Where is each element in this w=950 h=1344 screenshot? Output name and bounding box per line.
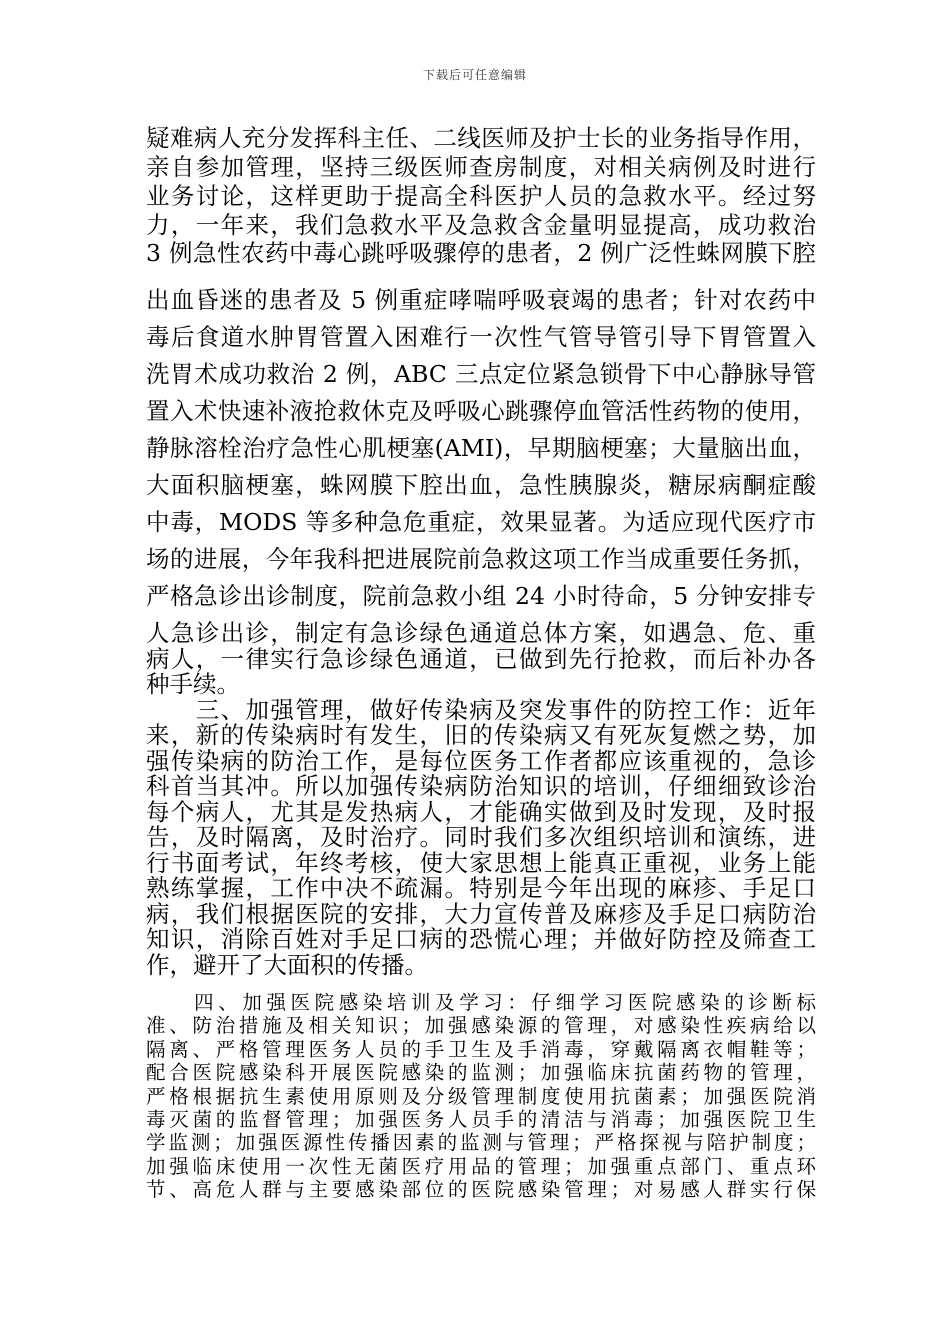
text-line: 作，避开了大面积的传播。	[146, 952, 428, 978]
text-line: 人急诊出诊，制定有急诊绿色通道总体方案，如遇急、危、重	[146, 621, 816, 647]
text-line: 置入术快速补液抢救休克及呼吸心跳骤停血管活性药物的使用，	[146, 397, 816, 425]
text-line: 配合医院感染科开展医院感染的监测；加强临床抗菌药物的管理，	[146, 1061, 816, 1085]
paragraph-block-4	[146, 991, 816, 1202]
text-line: 洗胃术成功救治 2 例，ABC 三点定位紧急锁骨下中心静脉导管	[146, 360, 816, 388]
text-line: 疑难病人充分发挥科主任、二线医师及护士长的业务指导作用，	[146, 124, 816, 152]
paragraph-block-1b	[146, 235, 816, 272]
page-header: 下载后可任意编辑	[422, 68, 527, 82]
text-line: 毒后食道水肿胃管置入困难行一次性气管导管引导下胃管置入	[146, 323, 816, 351]
text-line: 场的进展，今年我科把进展院前急救这项工作当成重要任务抓，	[146, 545, 816, 573]
text-line: 行书面考试，年终考核，使大家思想上能真正重视，业务上能	[146, 850, 816, 876]
text-line: 业务讨论，这样更助于提高全科医护人员的急救水平。经过努	[146, 182, 816, 210]
text-line: 出血昏迷的患者及 5 例重症哮喘呼吸衰竭的患者；针对农药中	[146, 286, 816, 314]
text-line: 严格急诊出诊制度，院前急救小组 24 小时待命，5 分钟安排专	[146, 582, 816, 610]
text-line: 亲自参加管理，坚持三级医师查房制度，对相关病例及时进行	[146, 153, 816, 181]
paragraph-block-1	[146, 124, 816, 240]
text-line: 病，我们根据医院的安排，大力宣传普及麻疹及手足口病防治	[146, 901, 816, 927]
text-line: 节、高危人群与主要感染部位的医院感染管理；对易感人群实行保	[146, 1178, 816, 1202]
text-line: 知识，消除百姓对手足口病的恐慌心理；并做好防控及筛查工	[146, 927, 816, 953]
text-line: 种手续。	[146, 672, 240, 698]
text-line: 学监测；加强医源性传播因素的监测与管理；严格探视与陪护制度；	[146, 1131, 816, 1155]
text-line: 准、防治措施及相关知识；加强感染源的管理，对感染性疾病给以	[146, 1014, 816, 1038]
text-line: 加强临床使用一次性无菌医疗用品的管理；加强重点部门、重点环	[146, 1154, 816, 1178]
text-line: 科首当其冲。所以加强传染病防治知识的培训，仔细细致诊治	[146, 774, 816, 800]
text-line: 中毒，MODS 等多种急危重症，效果显著。为适应现代医疗市	[146, 508, 816, 536]
text-line: 力，一年来，我们急救水平及急救含金量明显提高，成功救治	[146, 211, 816, 239]
text-line: 毒灭菌的监督管理；加强医务人员手的清洁与消毒；加强医院卫生	[146, 1107, 816, 1131]
text-line: 大面积脑梗塞，蛛网膜下腔出血，急性胰腺炎，糖尿病酮症酸	[146, 471, 816, 499]
text-line: 3 例急性农药中毒心跳呼吸骤停的患者，2 例广泛性蛛网膜下腔	[146, 239, 816, 267]
paragraph-block-2	[146, 282, 816, 615]
text-line: 熟练掌握，工作中决不疏漏。特别是今年出现的麻疹、手足口	[146, 876, 816, 902]
text-line: 静脉溶栓治疗急性心肌梗塞(AMI)，早期脑梗塞；大量脑出血，	[146, 434, 816, 462]
paragraph-block-3	[146, 621, 816, 978]
text-line: 三、加强管理，做好传染病及突发事件的防控工作：近年	[146, 697, 816, 723]
text-line: 病人，一律实行急诊绿色通道，已做到先行抢救，而后补办各	[146, 646, 816, 672]
text-line: 严格根据抗生素使用原则及分级管理制度使用抗菌素；加强医院消	[146, 1084, 816, 1108]
text-line: 告，及时隔离，及时治疗。同时我们多次组织培训和演练，进	[146, 825, 816, 851]
text-line: 每个病人，尤其是发热病人，才能确实做到及时发现，及时报	[146, 799, 816, 825]
text-line: 强传染病的防治工作，是每位医务工作者都应该重视的，急诊	[146, 748, 816, 774]
text-line: 隔离、严格管理医务人员的手卫生及手消毒，穿戴隔离衣帽鞋等；	[146, 1037, 816, 1061]
text-line: 来，新的传染病时有发生，旧的传染病又有死灰复燃之势，加	[146, 723, 816, 749]
text-line: 四、加强医院感染培训及学习：仔细学习医院感染的诊断标	[146, 991, 816, 1014]
